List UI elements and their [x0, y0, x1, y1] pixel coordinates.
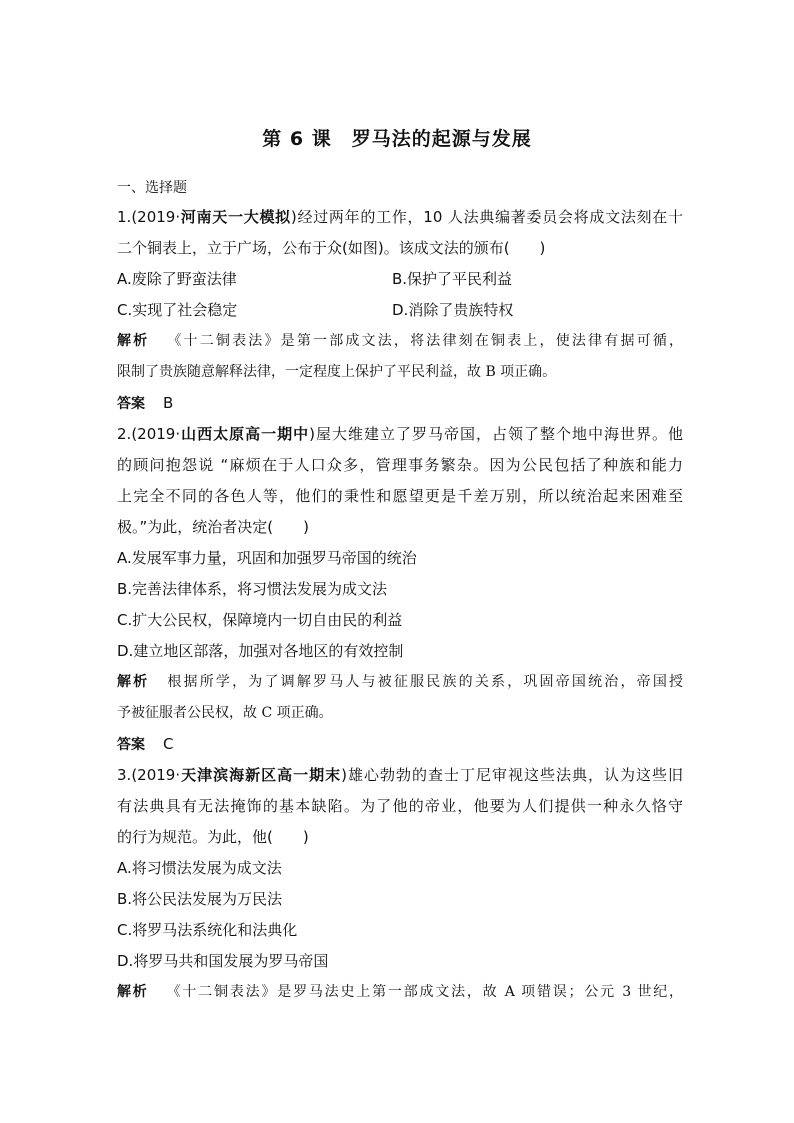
question-stem-line	[117, 202, 683, 233]
question-source-close: )	[290, 208, 297, 226]
question-year: (2019·	[131, 766, 181, 784]
option-b: B.保护了平民利益	[392, 270, 513, 288]
question-stem-line: 极。”为此，统治者决定( )	[117, 518, 309, 536]
answer-line	[117, 729, 683, 760]
question-number: 3.	[117, 766, 132, 784]
option-d: D.建立地区部落，加强对各地区的有效控制	[117, 642, 404, 660]
question-stem-line: 上完全不同的各色人等，他们的秉性和愿望更是千差万别，所以统治起来困难至	[117, 487, 683, 505]
question-stem-line	[117, 419, 683, 450]
analysis-label: 解析	[117, 333, 150, 349]
analysis-line	[117, 977, 683, 1008]
question-stem-line	[117, 760, 683, 791]
option-c: C.扩大公民权，保障境内一切自由民的利益	[117, 611, 403, 629]
question-number: 2.	[117, 425, 132, 443]
answer-line	[117, 388, 683, 419]
question-source-close: )	[309, 425, 315, 443]
question-list	[117, 202, 683, 1008]
analysis-line: 限制了贵族随意解释法律，一定程度上保护了平民利益，故 B 项正确。	[117, 364, 557, 380]
question-source: 山西太原高一期中	[180, 425, 310, 443]
question-stem: 雄心勃勃的查士丁尼审视这些法典，认为这些旧	[346, 766, 683, 784]
question-stem-line: 有法典具有无法掩饰的基本缺陷。为了他的帝业，他要为人们提供一种永久恪守	[117, 797, 683, 815]
analysis-text: 《十二铜表法》是第一部成文法，将法律刻在铜表上，使法律有据可循，	[167, 333, 684, 349]
option-b: B.将公民法发展为万民法	[117, 890, 283, 908]
question-stem-line: 的顾问抱怨说 “麻烦在于人口众多，管理事务繁杂。因为公民包括了种族和能力	[117, 456, 683, 474]
option-c: C.实现了社会稳定	[117, 301, 238, 319]
question-number: 1.	[117, 208, 132, 226]
answer-value: B	[163, 394, 174, 412]
option-d: D.消除了贵族特权	[392, 301, 514, 319]
analysis-line: 予被征服者公民权，故 C 项正确。	[117, 705, 333, 721]
analysis-label: 解析	[117, 984, 149, 1000]
option-a: A.发展军事力量，巩固和加强罗马帝国的统治	[117, 549, 417, 567]
answer-label: 答案	[117, 396, 145, 412]
question-source: 河南天一大模拟	[180, 208, 291, 226]
page-title: 第 6 课 罗马法的起源与发展	[262, 128, 532, 150]
analysis-line	[117, 667, 683, 698]
option-b: B.完善法律体系，将习惯法发展为成文法	[117, 580, 388, 598]
answer-value: C	[163, 735, 174, 753]
option-c: C.将罗马法系统化和法典化	[117, 921, 298, 939]
analysis-text: 《十二铜表法》是罗马法史上第一部成文法，故 A 项错误；公元 3 世纪，	[166, 984, 684, 1000]
option-d: D.将罗马共和国发展为罗马帝国	[117, 952, 329, 970]
question-stem: 经过两年的工作，10 人法典编著委员会将成文法刻在十	[296, 208, 683, 226]
question-stem: 屋大维建立了罗马帝国，占领了整个地中海世界。他	[314, 425, 683, 443]
options-row	[117, 264, 683, 295]
question-source: 天津滨海新区高一期末	[180, 766, 342, 784]
question-source-close: )	[341, 766, 347, 784]
question-year: (2019·	[131, 208, 181, 226]
option-a: A.将习惯法发展为成文法	[117, 859, 282, 877]
analysis-label: 解析	[117, 674, 150, 690]
section-heading: 一、选择题	[117, 180, 187, 196]
question-stem-line: 的行为规范。为此，他( )	[117, 828, 309, 846]
question-year: (2019·	[131, 425, 181, 443]
options-row	[117, 295, 683, 326]
question-stem-line: 二个铜表上，立于广场，公布于众(如图)。该成文法的颁布( )	[117, 239, 546, 257]
analysis-line	[117, 326, 683, 357]
answer-label: 答案	[117, 737, 145, 753]
analysis-text: 根据所学，为了调解罗马人与被征服民族的关系，巩固帝国统治，帝国授	[167, 674, 684, 690]
option-a: A.废除了野蛮法律	[117, 270, 237, 288]
